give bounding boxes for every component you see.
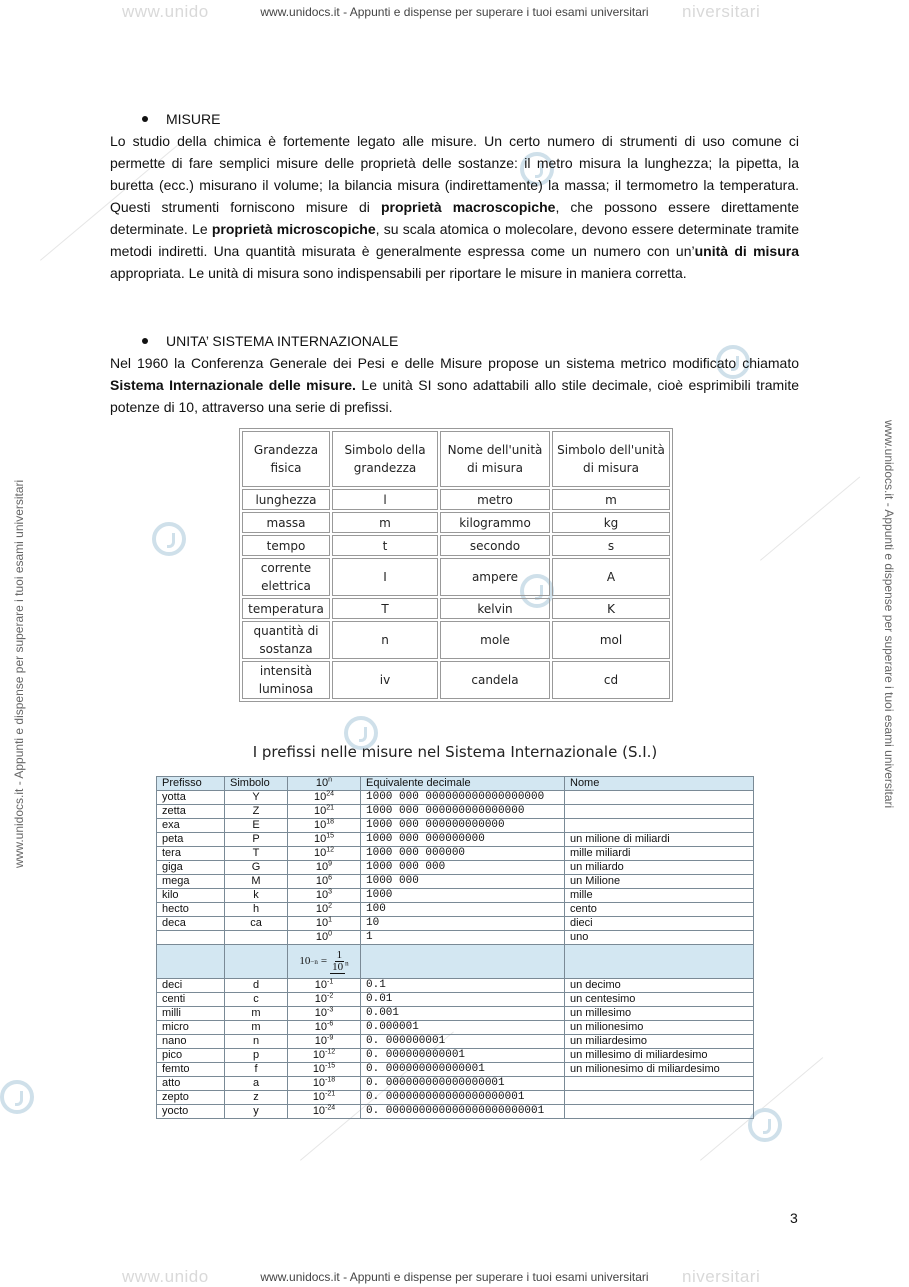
prefix-symbol-cell: P xyxy=(225,833,288,847)
section-title: UNITA’ SISTEMA INTERNAZIONALE xyxy=(166,333,399,349)
prefix-name-cell: deci xyxy=(157,979,225,993)
power-exponent: 6 xyxy=(328,874,333,882)
prefix-name-cell xyxy=(157,931,225,945)
cell: intensità luminosa xyxy=(242,661,330,699)
table-row xyxy=(157,1077,754,1091)
text-run: appropriata. Le unità di misura sono indispensabili per riportare le misure in maniera corretta. xyxy=(110,265,687,281)
table-row xyxy=(157,917,754,931)
prefix-symbol-cell: y xyxy=(225,1105,288,1119)
table-row xyxy=(157,1021,754,1035)
cell: mol xyxy=(552,621,670,659)
name-cell xyxy=(565,805,754,819)
table-row xyxy=(242,621,670,659)
prefix-name-cell: giga xyxy=(157,861,225,875)
cell xyxy=(565,945,754,979)
cell: secondo xyxy=(440,535,550,556)
prefix-formula-row-group xyxy=(157,945,754,979)
table-row xyxy=(157,791,754,805)
prefix-symbol-cell: n xyxy=(225,1035,288,1049)
prefix-name-cell: milli xyxy=(157,1007,225,1021)
watermark-ghost-left: www.unido xyxy=(122,1267,209,1286)
table-row xyxy=(242,661,670,699)
header-cell: Nome xyxy=(565,777,754,791)
power-base: 10 xyxy=(315,875,329,887)
power-cell xyxy=(288,1077,361,1091)
power-exponent: -12 xyxy=(325,1048,336,1056)
prefix-symbol-cell: Z xyxy=(225,805,288,819)
power-cell xyxy=(288,903,361,917)
watermark-text: www.unidocs.it - Appunti e dispense per superare i tuoi esami universitari xyxy=(260,1270,649,1284)
table-row xyxy=(157,833,754,847)
name-cell: un millesimo xyxy=(565,1007,754,1021)
decimal-equivalent-cell: 0. 000000000000000000001 xyxy=(361,1091,565,1105)
watermark-side-right: www.unidocs.it - Appunti e dispense per superare i tuoi esami universitari xyxy=(882,420,896,809)
power-exponent: -6 xyxy=(327,1020,334,1028)
power-base: 10 xyxy=(314,1007,327,1019)
power-base: 10 xyxy=(313,847,327,859)
watermark-line xyxy=(760,476,860,560)
name-cell: un miliardo xyxy=(565,861,754,875)
cell: s xyxy=(552,535,670,556)
decimal-equivalent-cell: 1000 xyxy=(361,889,565,903)
text-run: Le unità SI sono adattabili allo stile decimale, cioè esprimibili tramite potenze di 10, attraverso una serie di prefissi. xyxy=(110,377,800,415)
text-run: Nel 1960 la Conferenza Generale dei Pesi e delle Misure propose un sistema metrico modificato chiamato xyxy=(110,355,799,371)
watermark-ghost-right: niversitari xyxy=(682,1267,761,1286)
decimal-equivalent-cell: 1 xyxy=(361,931,565,945)
power-cell xyxy=(288,875,361,889)
decimal-equivalent-cell: 0.001 xyxy=(361,1007,565,1021)
name-cell: un Milione xyxy=(565,875,754,889)
prefix-name-cell: mega xyxy=(157,875,225,889)
prefix-symbol-cell: k xyxy=(225,889,288,903)
power-base: 10 xyxy=(312,1091,326,1103)
prefix-symbol-cell: T xyxy=(225,847,288,861)
watermark-ghost-left: www.unido xyxy=(122,2,209,21)
header-cell-exponent xyxy=(288,777,361,791)
text-run: , su scala atomica o molecolare, devono essere determinate tramite metodi indiretti. Una quantità misurata è generalmente espressa come un numero con un’ xyxy=(110,221,799,259)
decimal-equivalent-cell: 1000 000 000000000000000000 xyxy=(361,791,565,805)
decimal-equivalent-cell: 0. 000000000000000000000001 xyxy=(361,1105,565,1119)
section-title: MISURE xyxy=(166,111,221,127)
table-row xyxy=(157,1091,754,1105)
prefix-name-cell: yotta xyxy=(157,791,225,805)
table-row xyxy=(157,819,754,833)
cell: m xyxy=(552,489,670,510)
table-row xyxy=(157,1063,754,1077)
power-base: 10 xyxy=(312,1077,326,1089)
power-base: 10 xyxy=(312,1049,326,1061)
header-cell: Simbolo della grandezza xyxy=(332,431,438,487)
section-heading xyxy=(110,330,799,352)
decimal-equivalent-cell: 0. 000000001 xyxy=(361,1035,565,1049)
name-cell xyxy=(565,791,754,805)
prefix-name-cell: hecto xyxy=(157,903,225,917)
fraction xyxy=(330,950,349,973)
table-row xyxy=(242,558,670,596)
formula-cell xyxy=(288,945,361,979)
power-exponent: -2 xyxy=(327,992,334,1000)
decimal-equivalent-cell: 1000 000 000000000 xyxy=(361,833,565,847)
name-cell: un decimo xyxy=(565,979,754,993)
power-cell xyxy=(288,791,361,805)
power-base: 10 xyxy=(313,805,327,817)
paragraph xyxy=(110,352,799,418)
decimal-equivalent-cell: 1000 000 000000 xyxy=(361,847,565,861)
prefix-name-cell: zepto xyxy=(157,1091,225,1105)
cell: m xyxy=(332,512,438,533)
name-cell: dieci xyxy=(565,917,754,931)
cell: T xyxy=(332,598,438,619)
decimal-equivalent-cell: 0.000001 xyxy=(361,1021,565,1035)
formula-equals: = xyxy=(320,955,328,967)
prefix-name-cell: peta xyxy=(157,833,225,847)
header-cell: Simbolo dell'unità di misura xyxy=(552,431,670,487)
table-row xyxy=(242,598,670,619)
table-row xyxy=(157,1049,754,1063)
power-exponent: -3 xyxy=(327,1006,334,1014)
watermark-header xyxy=(0,2,909,21)
cell: I xyxy=(332,558,438,596)
decimal-equivalent-cell: 0.01 xyxy=(361,993,565,1007)
table-header-row xyxy=(242,431,670,487)
bold-term: Sistema Internazionale delle misure. xyxy=(110,377,356,393)
watermark-ghost-right: niversitari xyxy=(682,2,761,21)
prefix-upper-rows xyxy=(157,791,754,945)
power-base: 10 xyxy=(314,993,327,1005)
denominator-exponent: n xyxy=(345,959,349,968)
power-cell xyxy=(288,833,361,847)
fraction-numerator: 1 xyxy=(336,949,343,961)
decimal-equivalent-cell: 0. 000000000000001 xyxy=(361,1063,565,1077)
power-exponent: 3 xyxy=(328,888,333,896)
power-cell xyxy=(288,1105,361,1119)
decimal-equivalent-cell: 1000 000 000 xyxy=(361,861,565,875)
header-cell: Equivalente decimale xyxy=(361,777,565,791)
section-si xyxy=(110,330,799,418)
prefix-symbol-cell: f xyxy=(225,1063,288,1077)
decimal-equivalent-cell: 1000 000 000000000000 xyxy=(361,819,565,833)
power-cell xyxy=(288,1021,361,1035)
power-cell xyxy=(288,861,361,875)
si-units-table xyxy=(239,428,673,702)
table-row xyxy=(157,1105,754,1119)
power-exponent: 2 xyxy=(328,902,333,910)
prefix-lower-rows xyxy=(157,979,754,1119)
prefix-symbol-cell: z xyxy=(225,1091,288,1105)
paragraph xyxy=(110,130,799,284)
power-cell xyxy=(288,1091,361,1105)
section-heading xyxy=(110,108,799,130)
prefix-symbol-cell: p xyxy=(225,1049,288,1063)
name-cell: un milionesimo di miliardesimo xyxy=(565,1063,754,1077)
name-cell: uno xyxy=(565,931,754,945)
cell: candela xyxy=(440,661,550,699)
prefix-name-cell: femto xyxy=(157,1063,225,1077)
power-cell xyxy=(288,993,361,1007)
power-cell xyxy=(288,979,361,993)
text-run: , che possono essere direttamente determinate. Le xyxy=(110,199,800,237)
cell xyxy=(225,945,288,979)
name-cell xyxy=(565,1105,754,1119)
power-cell xyxy=(288,1007,361,1021)
power-base: 10 xyxy=(315,777,329,789)
power-base: 10 xyxy=(312,1105,326,1117)
prefix-table-caption: I prefissi nelle misure nel Sistema Internazionale (S.I.) xyxy=(252,743,658,761)
cell: t xyxy=(332,535,438,556)
unidocs-logo-icon xyxy=(152,522,186,556)
prefix-name-cell: pico xyxy=(157,1049,225,1063)
cell: A xyxy=(552,558,670,596)
name-cell: cento xyxy=(565,903,754,917)
formula-base: 10 xyxy=(299,955,311,967)
power-exponent: -18 xyxy=(325,1076,336,1084)
cell: l xyxy=(332,489,438,510)
power-cell xyxy=(288,819,361,833)
unidocs-logo-icon xyxy=(0,1080,34,1114)
bold-term: proprietà microscopiche xyxy=(211,221,376,237)
power-cell xyxy=(288,931,361,945)
cell: tempo xyxy=(242,535,330,556)
table-row xyxy=(242,489,670,510)
cell: lunghezza xyxy=(242,489,330,510)
cell: temperatura xyxy=(242,598,330,619)
bullet-icon xyxy=(142,116,148,122)
prefix-name-cell: kilo xyxy=(157,889,225,903)
decimal-equivalent-cell: 1000 000 xyxy=(361,875,565,889)
prefix-name-cell: micro xyxy=(157,1021,225,1035)
cell: n xyxy=(332,621,438,659)
name-cell xyxy=(565,1077,754,1091)
bullet-icon xyxy=(142,338,148,344)
cell: K xyxy=(552,598,670,619)
cell: kilogrammo xyxy=(440,512,550,533)
watermark-footer xyxy=(0,1267,909,1286)
power-cell xyxy=(288,1063,361,1077)
section-misure xyxy=(110,108,799,284)
power-exponent: -21 xyxy=(325,1090,336,1098)
cell: mole xyxy=(440,621,550,659)
name-cell xyxy=(565,1091,754,1105)
prefix-symbol-cell: E xyxy=(225,819,288,833)
prefix-symbol-cell: a xyxy=(225,1077,288,1091)
negative-power-formula: 10 −n = $\frac{1}{10 ^n}$ xyxy=(299,949,349,973)
prefix-symbol-cell: m xyxy=(225,1007,288,1021)
prefix-symbol-cell: m xyxy=(225,1021,288,1035)
name-cell xyxy=(565,819,754,833)
power-cell xyxy=(288,1035,361,1049)
formula-row xyxy=(157,945,754,979)
header-cell: Nome dell'unità di misura xyxy=(440,431,550,487)
prefix-name-cell: deca xyxy=(157,917,225,931)
decimal-equivalent-cell: 0. 000000000001 xyxy=(361,1049,565,1063)
power-base: 10 xyxy=(315,931,329,943)
decimal-equivalent-cell: 100 xyxy=(361,903,565,917)
power-exponent: 18 xyxy=(326,818,335,826)
power-exponent: 9 xyxy=(328,860,333,868)
power-base: 10 xyxy=(314,979,327,991)
power-base: 10 xyxy=(315,861,329,873)
text-run: Lo studio della chimica è fortemente legato alle misure. Un certo numero di strumenti di uso comune ci permette di fare semplici misure delle proprietà delle sostanze: il metro misura la lunghezza; la pipetta, la buretta (ecc.) misurano il volume; la bilancia misura (indirettamente) la massa; il termometro la temperatura. Questi strumenti forniscono misure di xyxy=(110,133,799,215)
prefix-symbol-cell xyxy=(225,931,288,945)
prefix-name-cell: yocto xyxy=(157,1105,225,1119)
name-cell: un milione di miliardi xyxy=(565,833,754,847)
power-base: 10 xyxy=(313,819,327,831)
cell xyxy=(157,945,225,979)
prefix-symbol-cell: Y xyxy=(225,791,288,805)
table-row xyxy=(157,979,754,993)
power-exponent: n xyxy=(328,776,333,784)
power-exponent: -1 xyxy=(327,978,334,986)
decimal-equivalent-cell: 1000 000 000000000000000 xyxy=(361,805,565,819)
cell: kelvin xyxy=(440,598,550,619)
power-cell xyxy=(288,847,361,861)
power-cell xyxy=(288,805,361,819)
prefix-symbol-cell: ca xyxy=(225,917,288,931)
watermark-text: www.unidocs.it - Appunti e dispense per superare i tuoi esami universitari xyxy=(260,5,649,19)
table-header-row xyxy=(157,777,754,791)
power-exponent: 24 xyxy=(326,790,335,798)
watermark-side-left: www.unidocs.it - Appunti e dispense per superare i tuoi esami universitari xyxy=(12,479,26,868)
prefix-name-cell: exa xyxy=(157,819,225,833)
cell: iv xyxy=(332,661,438,699)
power-exponent: 21 xyxy=(326,804,335,812)
prefix-name-cell: tera xyxy=(157,847,225,861)
cell: corrente elettrica xyxy=(242,558,330,596)
prefix-name-cell: nano xyxy=(157,1035,225,1049)
prefix-name-cell: zetta xyxy=(157,805,225,819)
table-row xyxy=(242,535,670,556)
power-base: 10 xyxy=(313,833,327,845)
table-row xyxy=(157,861,754,875)
power-exponent: 1 xyxy=(328,916,333,924)
power-cell xyxy=(288,889,361,903)
cell: ampere xyxy=(440,558,550,596)
power-exponent: 12 xyxy=(326,846,335,854)
header-cell: Grandezza fisica xyxy=(242,431,330,487)
prefix-symbol-cell: h xyxy=(225,903,288,917)
prefix-name-cell: atto xyxy=(157,1077,225,1091)
cell: kg xyxy=(552,512,670,533)
denominator-base: 10 xyxy=(332,961,344,973)
prefix-table xyxy=(156,776,754,1119)
decimal-equivalent-cell: 10 xyxy=(361,917,565,931)
name-cell: un miliardesimo xyxy=(565,1035,754,1049)
header-cell: Prefisso xyxy=(157,777,225,791)
bold-term: proprietà macroscopiche xyxy=(380,199,556,215)
prefix-symbol-cell: M xyxy=(225,875,288,889)
fraction-denominator xyxy=(330,959,349,973)
table-row xyxy=(157,875,754,889)
table-row xyxy=(157,805,754,819)
cell xyxy=(361,945,565,979)
power-exponent: -24 xyxy=(325,1104,336,1112)
table-row xyxy=(157,889,754,903)
power-cell xyxy=(288,1049,361,1063)
bold-term: unità di misura xyxy=(694,243,800,259)
name-cell: un milionesimo xyxy=(565,1021,754,1035)
table-row xyxy=(157,993,754,1007)
cell: metro xyxy=(440,489,550,510)
power-exponent: -15 xyxy=(325,1062,336,1070)
power-base: 10 xyxy=(315,917,329,929)
prefix-symbol-cell: G xyxy=(225,861,288,875)
power-base: 10 xyxy=(314,1035,327,1047)
power-exponent: -9 xyxy=(327,1034,334,1042)
cell: cd xyxy=(552,661,670,699)
power-exponent: 15 xyxy=(326,832,335,840)
power-cell xyxy=(288,917,361,931)
name-cell: mille xyxy=(565,889,754,903)
prefix-symbol-cell: d xyxy=(225,979,288,993)
table-row xyxy=(157,931,754,945)
prefix-name-cell: centi xyxy=(157,993,225,1007)
cell: massa xyxy=(242,512,330,533)
name-cell: un centesimo xyxy=(565,993,754,1007)
table-row xyxy=(157,903,754,917)
table-row xyxy=(157,1007,754,1021)
power-base: 10 xyxy=(313,791,327,803)
table-row xyxy=(242,512,670,533)
prefix-symbol-cell: c xyxy=(225,993,288,1007)
power-base: 10 xyxy=(312,1063,326,1075)
power-base: 10 xyxy=(314,1021,327,1033)
table-row xyxy=(157,1035,754,1049)
decimal-equivalent-cell: 0. 000000000000000001 xyxy=(361,1077,565,1091)
page-number: 3 xyxy=(790,1210,798,1226)
power-exponent: 0 xyxy=(328,930,333,938)
name-cell: mille miliardi xyxy=(565,847,754,861)
table-row xyxy=(157,847,754,861)
header-cell: Simbolo xyxy=(225,777,288,791)
cell: quantità di sostanza xyxy=(242,621,330,659)
decimal-equivalent-cell: 0.1 xyxy=(361,979,565,993)
name-cell: un millesimo di miliardesimo xyxy=(565,1049,754,1063)
power-base: 10 xyxy=(315,903,329,915)
power-base: 10 xyxy=(315,889,329,901)
